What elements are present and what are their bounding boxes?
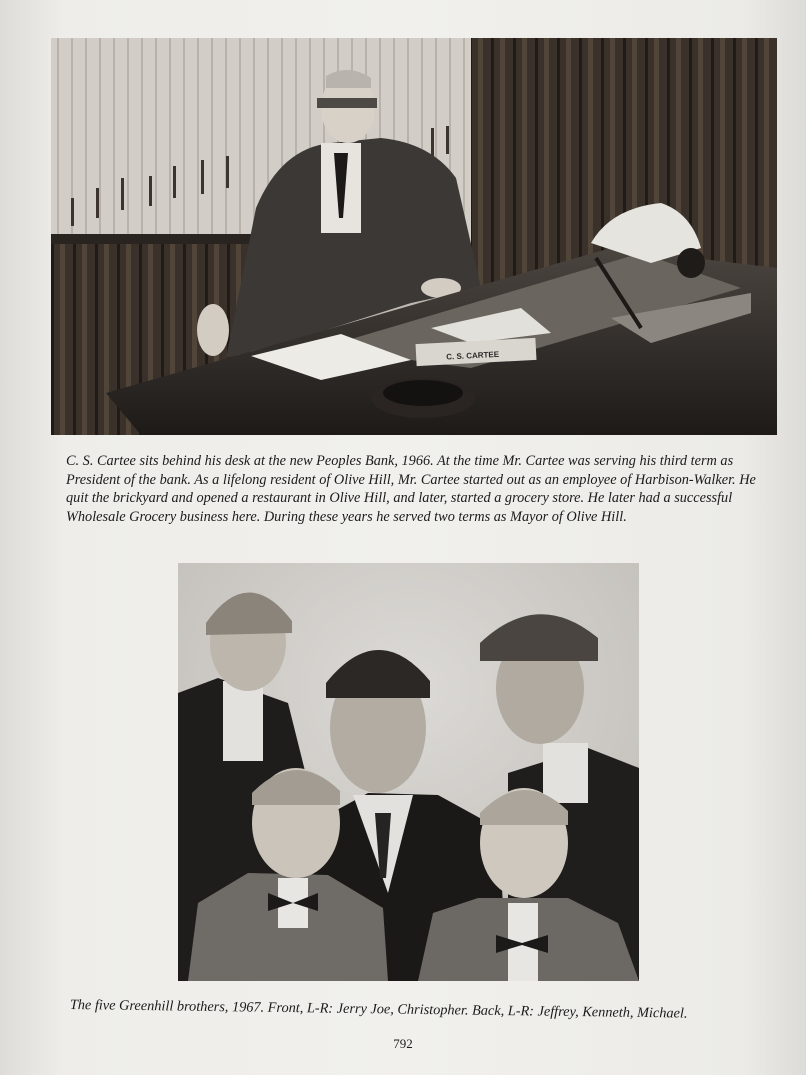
caption-greenhill-brothers: The five Greenhill brothers, 1967. Front, L-R: Jerry Joe, Christopher. Back, L-R: Jeffrey, Kenneth, Michael. [69,996,688,1022]
nameplate-text: C. S. CARTEE [445,349,500,362]
photo-cartee-at-desk [51,38,777,435]
page-number: 792 [393,1036,413,1051]
caption-cartee: C. S. Cartee sits behind his desk at the new Peoples Bank, 1966. At the time Mr. Cartee was serving his third term as President of the bank. As a lifelong resident of Olive Hill, Mr. Cartee started out as an employee of Harbison-Walker. He quit the brickyard and opened a restaurant in Olive Hill, and later, started a grocery store. He later had a successful Wholesale Grocery business here. During these years he served two terms as Mayor of Olive Hill. [66,453,756,525]
photo-greenhill-brothers [178,563,639,981]
photo-brothers-illustration [178,563,639,981]
photo-cartee-illustration [51,38,777,435]
